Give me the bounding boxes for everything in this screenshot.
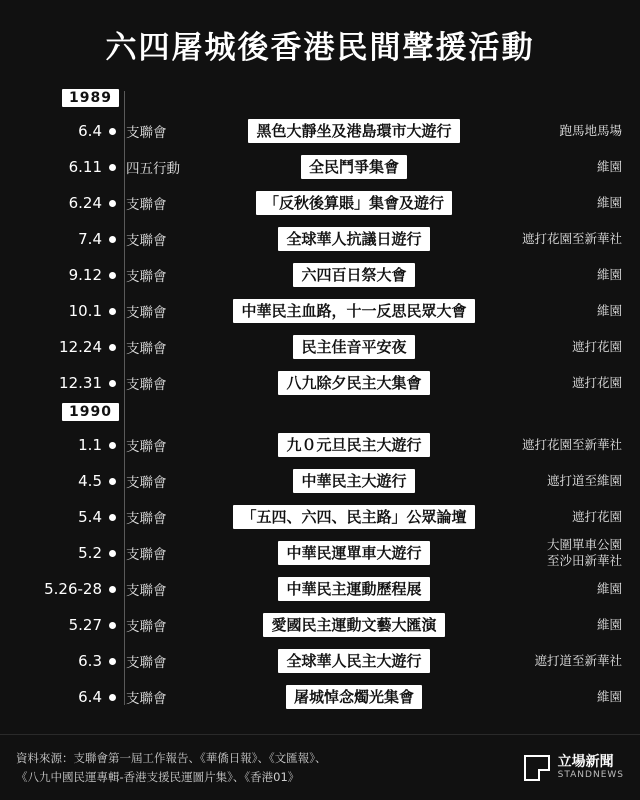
footer (0, 734, 640, 800)
event-title: 愛國民主運動文藝大匯演 (263, 613, 444, 638)
source-line-2: 《八九中國民運專輯-香港支援民運圖片集》、《香港01》 (16, 769, 300, 784)
event-title: 全球華人抗議日遊行 (278, 227, 429, 252)
event-title: 六四百日祭大會 (293, 263, 414, 288)
source-line-1: 資料來源：支聯會第一屆工作報告、《華僑日報》、《文匯報》、 (16, 751, 327, 766)
event-title: 中華民主大遊行 (293, 469, 414, 494)
year-badge: 1990 (62, 403, 119, 421)
event-organizer: 支聯會 (126, 511, 167, 527)
event-date: 10.1 (68, 302, 102, 320)
brand-text (558, 754, 624, 780)
timeline-row (12, 257, 628, 293)
event-organizer: 支聯會 (126, 125, 167, 141)
event-location: 維園 (596, 159, 622, 175)
event-date: 6.3 (78, 652, 102, 670)
event-date: 5.27 (68, 616, 102, 634)
event-location: 遮打花園 (571, 509, 622, 525)
event-organizer: 支聯會 (126, 655, 167, 671)
timeline-row (12, 571, 628, 607)
brand-logo (524, 754, 624, 780)
event-title-wrap (192, 263, 516, 288)
event-title-wrap (192, 371, 516, 396)
event-location: 跑馬地馬場 (559, 123, 622, 139)
event-title: 民主佳音平安夜 (293, 335, 414, 360)
event-organizer: 支聯會 (126, 619, 167, 635)
event-date: 4.5 (78, 472, 102, 490)
standnews-mark-icon (524, 755, 550, 781)
timeline-row (12, 643, 628, 679)
event-location: 遮打道至新華社 (534, 653, 622, 669)
event-title: 全民鬥爭集會 (301, 155, 407, 180)
year-marker (12, 401, 628, 427)
event-location: 維園 (596, 617, 622, 633)
event-location: 維園 (596, 581, 622, 597)
event-date: 12.31 (59, 374, 102, 392)
event-organizer: 四五行動 (126, 161, 180, 177)
event-title-wrap (192, 613, 516, 638)
timeline-row (12, 499, 628, 535)
event-location: 大圍單車公園 至沙田新華社 (546, 537, 622, 568)
event-organizer: 支聯會 (126, 547, 167, 563)
event-title-wrap (192, 299, 516, 324)
event-title-wrap (192, 541, 516, 566)
timeline-row (12, 607, 628, 643)
event-title: 九０元旦民主大遊行 (278, 433, 429, 458)
event-location: 維園 (596, 195, 622, 211)
event-date: 6.24 (68, 194, 102, 212)
event-title-wrap (192, 433, 516, 458)
event-location: 維園 (596, 303, 622, 319)
event-title: 黑色大靜坐及港島環市大遊行 (248, 119, 459, 144)
event-title: 全球華人民主大遊行 (278, 649, 429, 674)
event-organizer: 支聯會 (126, 197, 167, 213)
event-date: 12.24 (59, 338, 102, 356)
event-title-wrap (192, 191, 516, 216)
timeline-row (12, 535, 628, 571)
event-organizer: 支聯會 (126, 691, 167, 707)
event-organizer: 支聯會 (126, 377, 167, 393)
event-organizer: 支聯會 (126, 583, 167, 599)
event-location: 遮打花園 (571, 339, 622, 355)
event-title-wrap (192, 649, 516, 674)
event-title-wrap (192, 685, 516, 710)
timeline-row (12, 365, 628, 401)
event-location: 遮打花園 (571, 375, 622, 391)
timeline-row (12, 427, 628, 463)
event-title-wrap (192, 469, 516, 494)
timeline-row (12, 293, 628, 329)
event-location: 維園 (596, 689, 622, 705)
timeline-row (12, 463, 628, 499)
event-title: 屠城悼念燭光集會 (286, 685, 422, 710)
event-location: 遮打花園至新華社 (521, 437, 622, 453)
page-title: 六四屠城後香港民間聲援活動 (105, 30, 535, 66)
event-organizer: 支聯會 (126, 269, 167, 285)
event-date: 5.2 (78, 544, 102, 562)
event-title: 中華民主血路，十一反思民眾大會 (233, 299, 474, 324)
event-title-wrap (192, 505, 516, 530)
event-organizer: 支聯會 (126, 475, 167, 491)
event-date: 5.26-28 (44, 580, 102, 598)
event-title-wrap (192, 577, 516, 602)
event-location: 遮打道至維園 (546, 473, 622, 489)
event-date: 9.12 (68, 266, 102, 284)
event-title: 八九除夕民主大集會 (278, 371, 429, 396)
timeline-row (12, 679, 628, 715)
event-title-wrap (192, 227, 516, 252)
event-location: 維園 (596, 267, 622, 283)
event-title-wrap (192, 335, 516, 360)
timeline-row (12, 221, 628, 257)
event-organizer: 支聯會 (126, 439, 167, 455)
timeline-row (12, 329, 628, 365)
event-date: 5.4 (78, 508, 102, 526)
timeline (12, 81, 628, 715)
event-organizer: 支聯會 (126, 233, 167, 249)
event-title-wrap (192, 119, 516, 144)
event-date: 6.4 (78, 122, 102, 140)
timeline-row (12, 149, 628, 185)
event-title: 「反秋後算賬」集會及遊行 (256, 191, 452, 216)
source-note (16, 749, 327, 786)
event-title: 中華民主運動歷程展 (278, 577, 429, 602)
event-organizer: 支聯會 (126, 305, 167, 321)
event-title: 「五四、六四、民主路」公眾論壇 (233, 505, 474, 530)
year-marker (12, 87, 628, 113)
timeline-row (12, 113, 628, 149)
event-date: 6.4 (78, 688, 102, 706)
brand-name-en: STANDNEWS (557, 770, 624, 781)
event-organizer: 支聯會 (126, 341, 167, 357)
event-title: 中華民運單車大遊行 (278, 541, 429, 566)
event-date: 6.11 (68, 158, 102, 176)
year-badge: 1989 (62, 89, 119, 107)
event-date: 7.4 (78, 230, 102, 248)
event-title-wrap (192, 155, 516, 180)
event-location: 遮打花園至新華社 (521, 231, 622, 247)
timeline-row (12, 185, 628, 221)
event-date: 1.1 (78, 436, 102, 454)
brand-name-cn: 立場新聞 (557, 754, 614, 771)
